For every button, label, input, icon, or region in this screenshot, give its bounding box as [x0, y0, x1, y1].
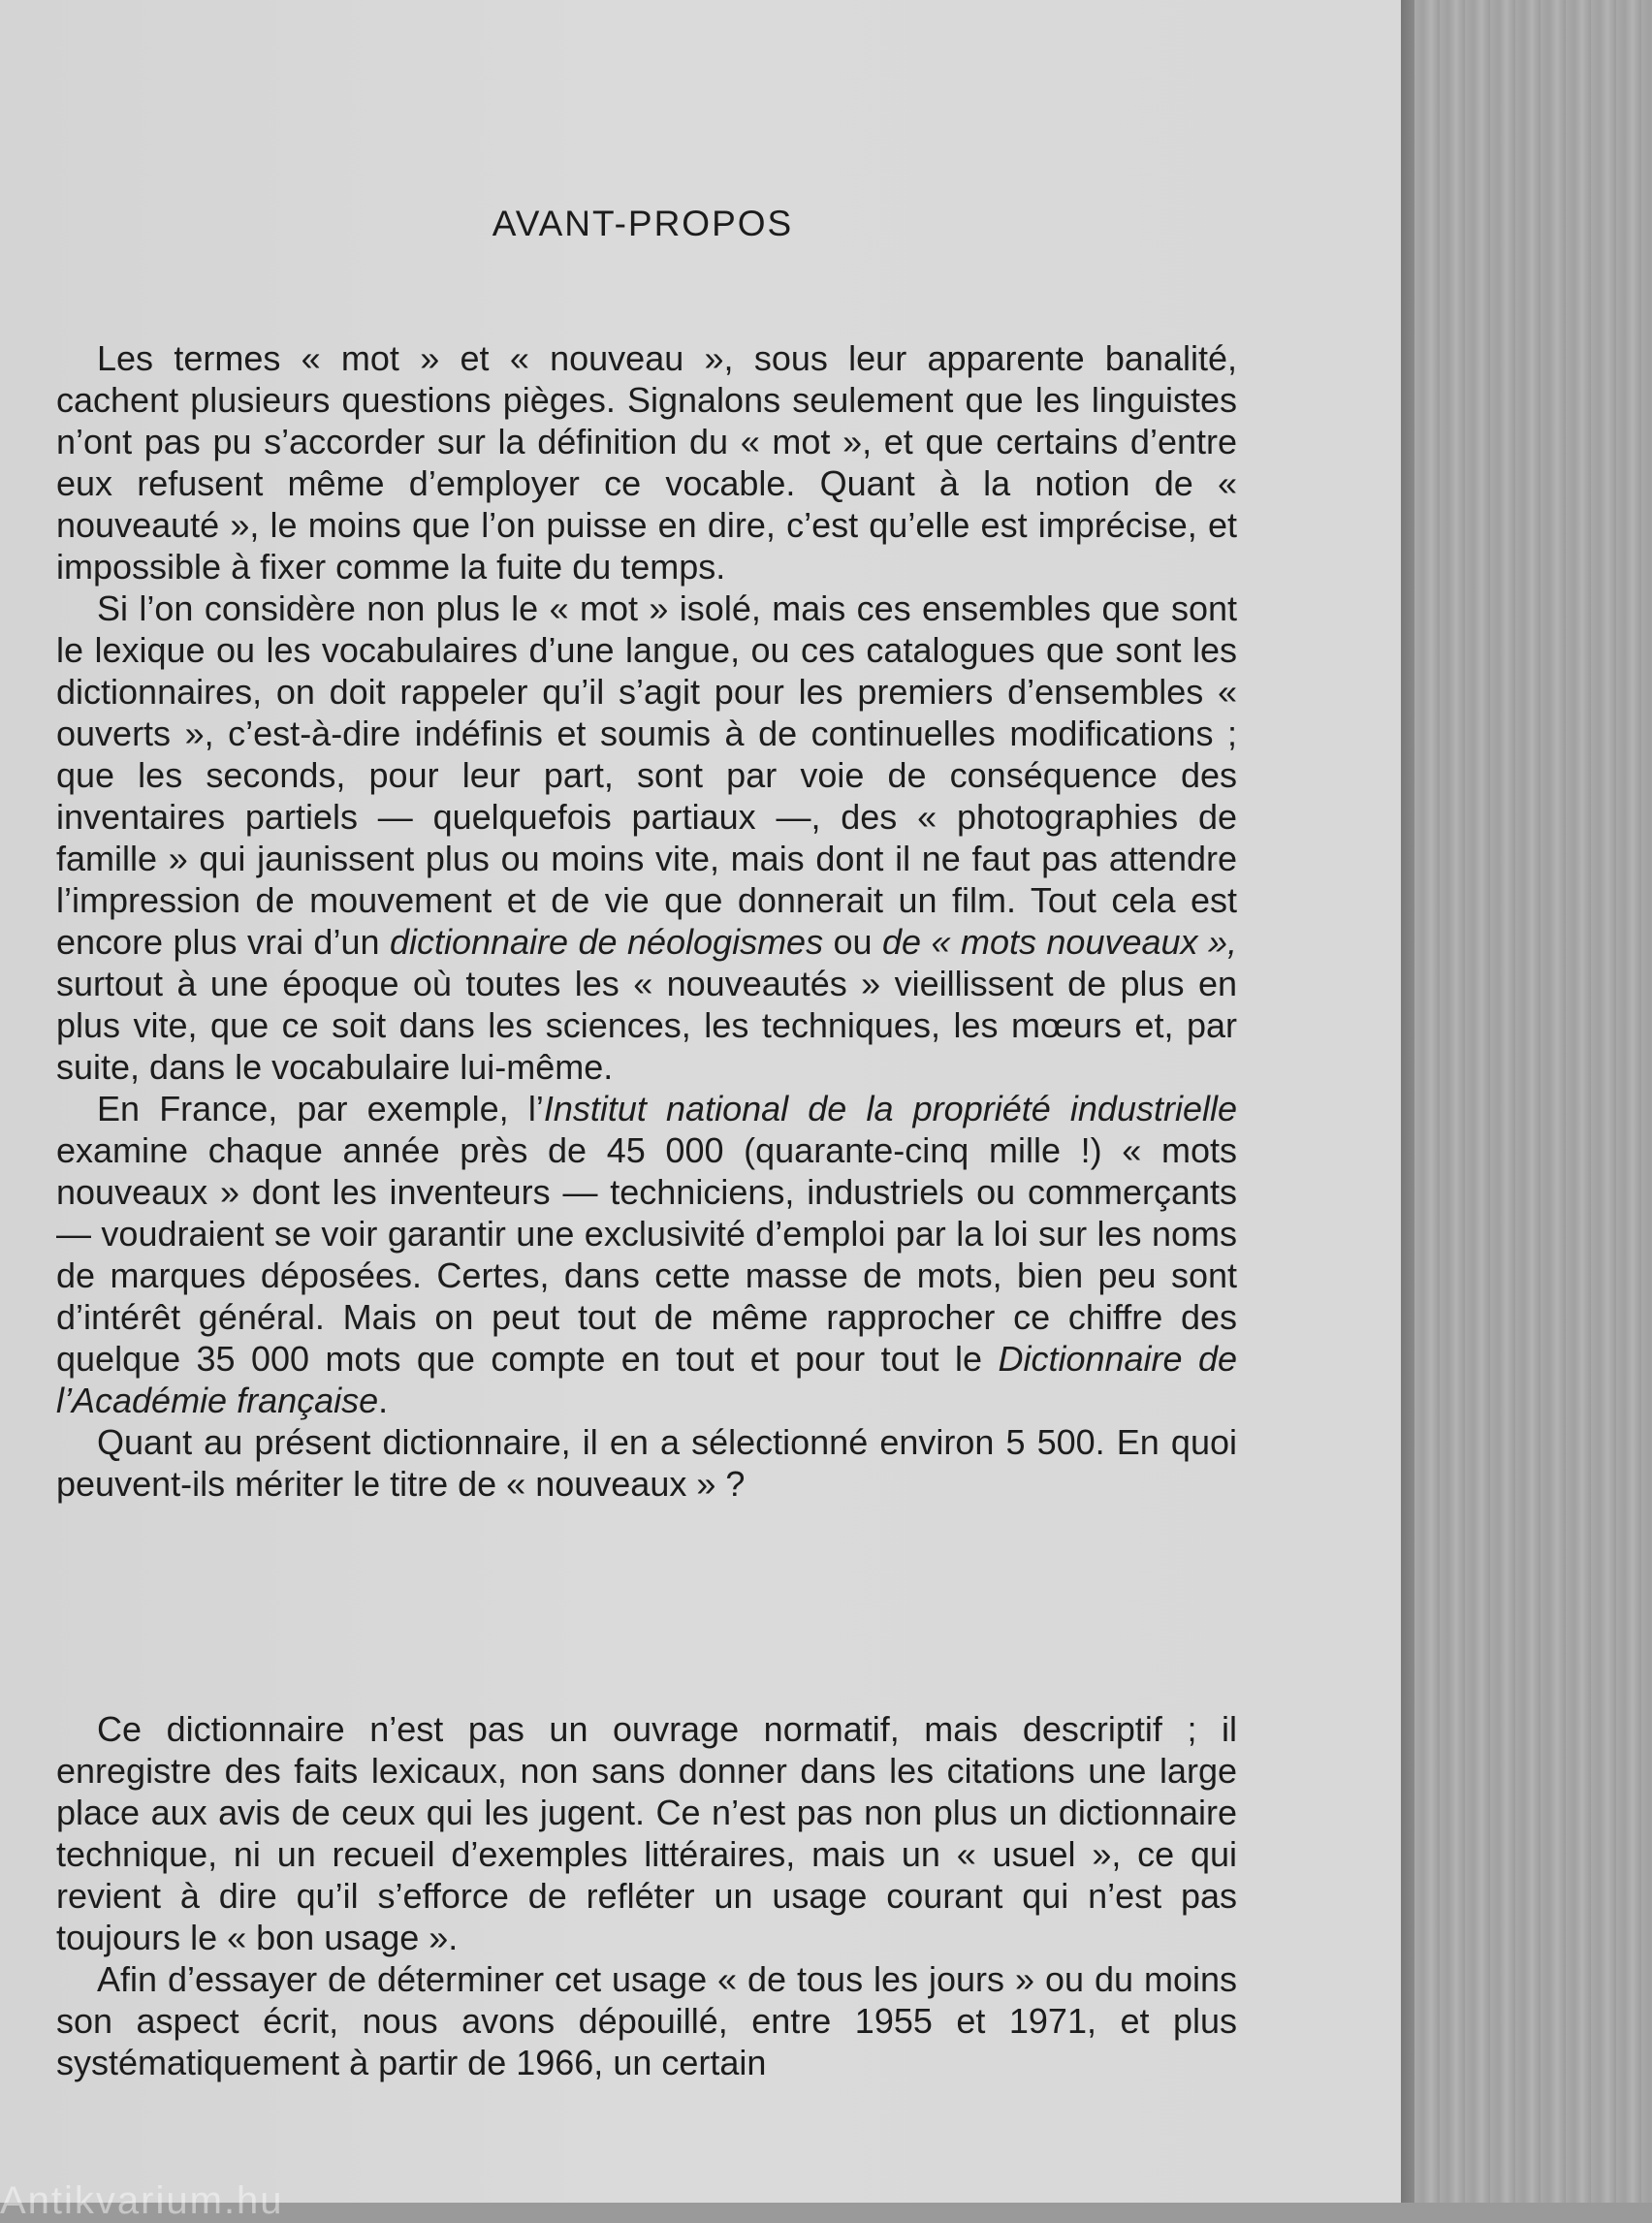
paragraph-2-text-a: Si l’on considère non plus le « mot » isolé, mais ces ensembles que sont le lexique ou les vocabulaires d’une langue, ou ces catalogues que sont les dictionnaires, on doit rappeler qu’il s’agit pour les premiers d’ensembles « ouverts », c’est-à-dire indéfinis et soumis à de continuelles modifications ; que les seconds, pour leur part, sont par voie de conséquence des inventaires partiels — quelquefois partiaux —, des « photographies de famille » qui jaunissent plus ou moins vite, mais dont il ne faut pas attendre l’impression de mouvement et de vie que donnerait un film. Tout cela est encore plus vrai d’un — [56, 588, 1237, 962]
chapter-title: AVANT-PROPOS — [492, 204, 794, 243]
text-block-1 — [56, 337, 1237, 1505]
paragraph-6: Afin d’essayer de déterminer cet usage « de tous les jours » ou du moins son aspect écrit, nous avons dépouillé, entre 1955 et 1971, et plus systématiquement à partir de 1966, un certain — [56, 1959, 1237, 2082]
background-surface — [1414, 0, 1652, 2203]
paragraph-2-italic-b: de « mots nouveaux », — [882, 922, 1237, 962]
paragraph-3-text-b: examine chaque année près de 45 000 (quarante-cinq mille !) « mots nouveaux » dont les inventeurs — techniciens, industriels ou commerçants — voudraient se voir garantir une exclusivité d’emploi par la loi sur les noms de marques déposées. Certes, dans cette masse de mots, bien peu sont d’intérêt général. Mais on peut tout de même rapprocher ce chiffre des quelque 35 000 mots que compte en tout et pour tout le — [56, 1130, 1237, 1379]
paragraph-2 — [56, 588, 1237, 1088]
paragraph-3-text-c: . — [378, 1381, 389, 1420]
paragraph-3-italic-a: Institut national de la propriété industrielle — [543, 1089, 1237, 1128]
paragraph-3-text-a: En France, par exemple, l’ — [97, 1089, 544, 1128]
paragraph-3-italic-b: Dictionnaire de l’Académie française — [56, 1339, 1237, 1420]
paragraph-1: Les termes « mot » et « nouveau », sous leur apparente banalité, cachent plusieurs questions pièges. Signalons seulement que les linguistes n’ont pas pu s’accorder sur la définition du « mot », et que certains d’entre eux refusent même d’employer ce vocable. Quant à la notion de « nouveauté », le moins que l’on puisse en dire, c’est qu’elle est imprécise, et impossible à fixer comme la fuite du temps. — [56, 338, 1237, 587]
paragraph-2-text-c: surtout à une époque où toutes les « nouveautés » vieillissent de plus en plus vite, que ce soit dans les sciences, les techniques, les mœurs et, par suite, dans le vocabulaire lui-même. — [56, 964, 1237, 1087]
paragraph-2-text-b: ou — [823, 922, 883, 962]
paragraph-5: Ce dictionnaire n’est pas un ouvrage normatif, mais descriptif ; il enregistre des faits lexicaux, non sans donner dans les citations une large place aux avis de ceux qui les jugent. Ce n’est pas non plus un dictionnaire technique, ni un recueil d’exemples littéraires, mais un « usuel », ce qui revient à dire qu’il s’efforce de refléter un usage courant qui n’est pas toujours le « bon usage ». — [56, 1709, 1237, 1957]
paragraph-3 — [56, 1088, 1237, 1421]
text-block-2 — [56, 1708, 1237, 2083]
page-edge-shadow — [1401, 0, 1414, 2203]
watermark: Antikvarium.hu — [0, 2179, 284, 2222]
paragraph-4: Quant au présent dictionnaire, il en a sélectionné environ 5 500. En quoi peuvent-ils mériter le titre de « nouveaux » ? — [56, 1422, 1237, 1504]
paragraph-2-italic-a: dictionnaire de néologismes — [389, 922, 824, 962]
